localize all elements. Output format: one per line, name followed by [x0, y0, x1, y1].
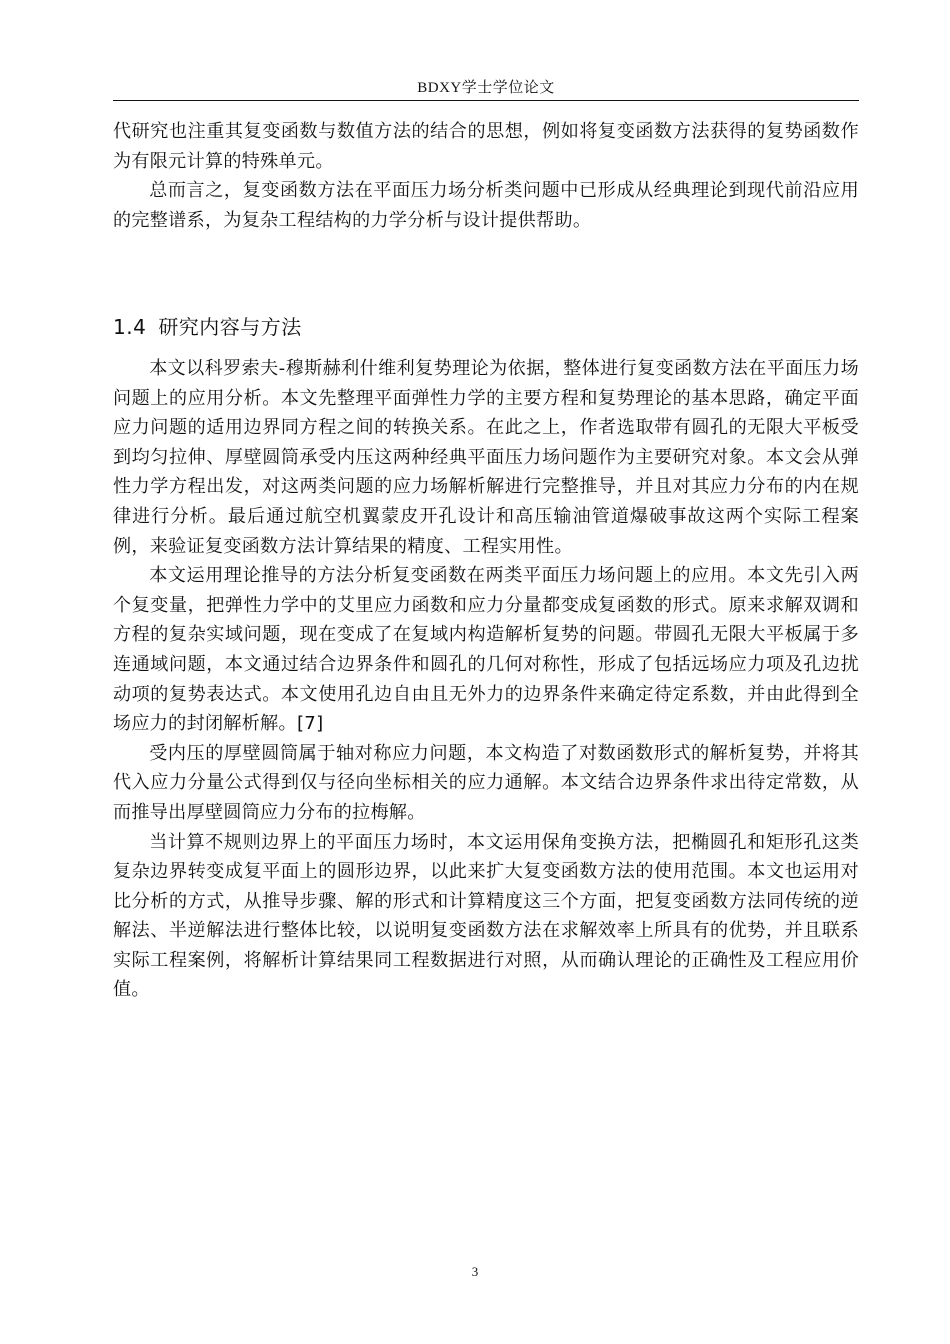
section-number: 1.4 [113, 315, 147, 339]
header-rule [113, 100, 859, 101]
section-heading [113, 312, 302, 342]
page-number: 3 [471, 1264, 479, 1279]
paragraph-method-conformal: 当计算不规则边界上的平面压力场时，本文运用保角变换方法，把椭圆孔和矩形孔这类复杂边界转变成复平面上的圆形边界，以此来扩大复变函数方法的使用范围。本文也运用对比分析的方式，从推导步骤、解的形式和计算精度这三个方面，把复变函数方法同传统的逆解法、半逆解法进行整体比较，以说明复变函数方法在求解效率上所具有的优势，并且联系实际工程案例，将解析计算结果同工程数据进行对照，从而确认理论的正确性及工程应用价值。 [113, 831, 859, 1001]
paragraph-method-plate: 本文运用理论推导的方法分析复变函数在两类平面压力场问题上的应用。本文先引入两个复变量，把弹性力学中的艾里应力函数和应力分量都变成复函数的形式。原来求解双调和方程的复杂实域问题，现在变成了在复域内构造解析复势的问题。带圆孔无限大平板属于多连通域问题，本文通过结合边界条件和圆孔的几何对称性，形成了包括远场应力项及孔边扰动项的复势表达式。本文使用孔边自由且无外力的边界条件来确定待定系数，并由此得到全场应力的封闭解析解。[7] [113, 565, 859, 735]
intro-text-block [113, 117, 859, 235]
paragraph-method-cylinder: 受内压的厚壁圆筒属于轴对称应力问题，本文构造了对数函数形式的解析复势，并将其代入应力分量公式得到仅与径向坐标相关的应力通解。本文结合边界条件求出待定常数，从而推导出厚壁圆筒应力分布的拉梅解。 [113, 742, 859, 823]
section-text-block [113, 354, 859, 1005]
section-title: 研究内容与方法 [158, 315, 302, 339]
running-header: BDXY学士学位论文 [417, 80, 555, 96]
paragraph-summary: 总而言之，复变函数方法在平面压力场分析类问题中已形成从经典理论到现代前沿应用的完整谱系，为复杂工程结构的力学分析与设计提供帮助。 [113, 180, 859, 231]
paragraph-research-overview: 本文以科罗索夫-穆斯赫利什维利复势理论为依据，整体进行复变函数方法在平面压力场问题上的应用分析。本文先整理平面弹性力学的主要方程和复势理论的基本思路，确定平面应力问题的适用边界同方程之间的转换关系。在此之上，作者选取带有圆孔的无限大平板受到均匀拉伸、厚壁圆筒承受内压这两种经典平面压力场问题作为主要研究对象。本文会从弹性力学方程出发，对这两类问题的应力场解析解进行完整推导，并且对其应力分布的内在规律进行分析。最后通过航空机翼蒙皮开孔设计和高压输油管道爆破事故这两个实际工程案例，来验证复变函数方法计算结果的精度、工程实用性。 [113, 358, 859, 557]
paragraph-continuation: 代研究也注重其复变函数与数值方法的结合的思想，例如将复变函数方法获得的复势函数作为有限元计算的特殊单元。 [113, 121, 859, 172]
